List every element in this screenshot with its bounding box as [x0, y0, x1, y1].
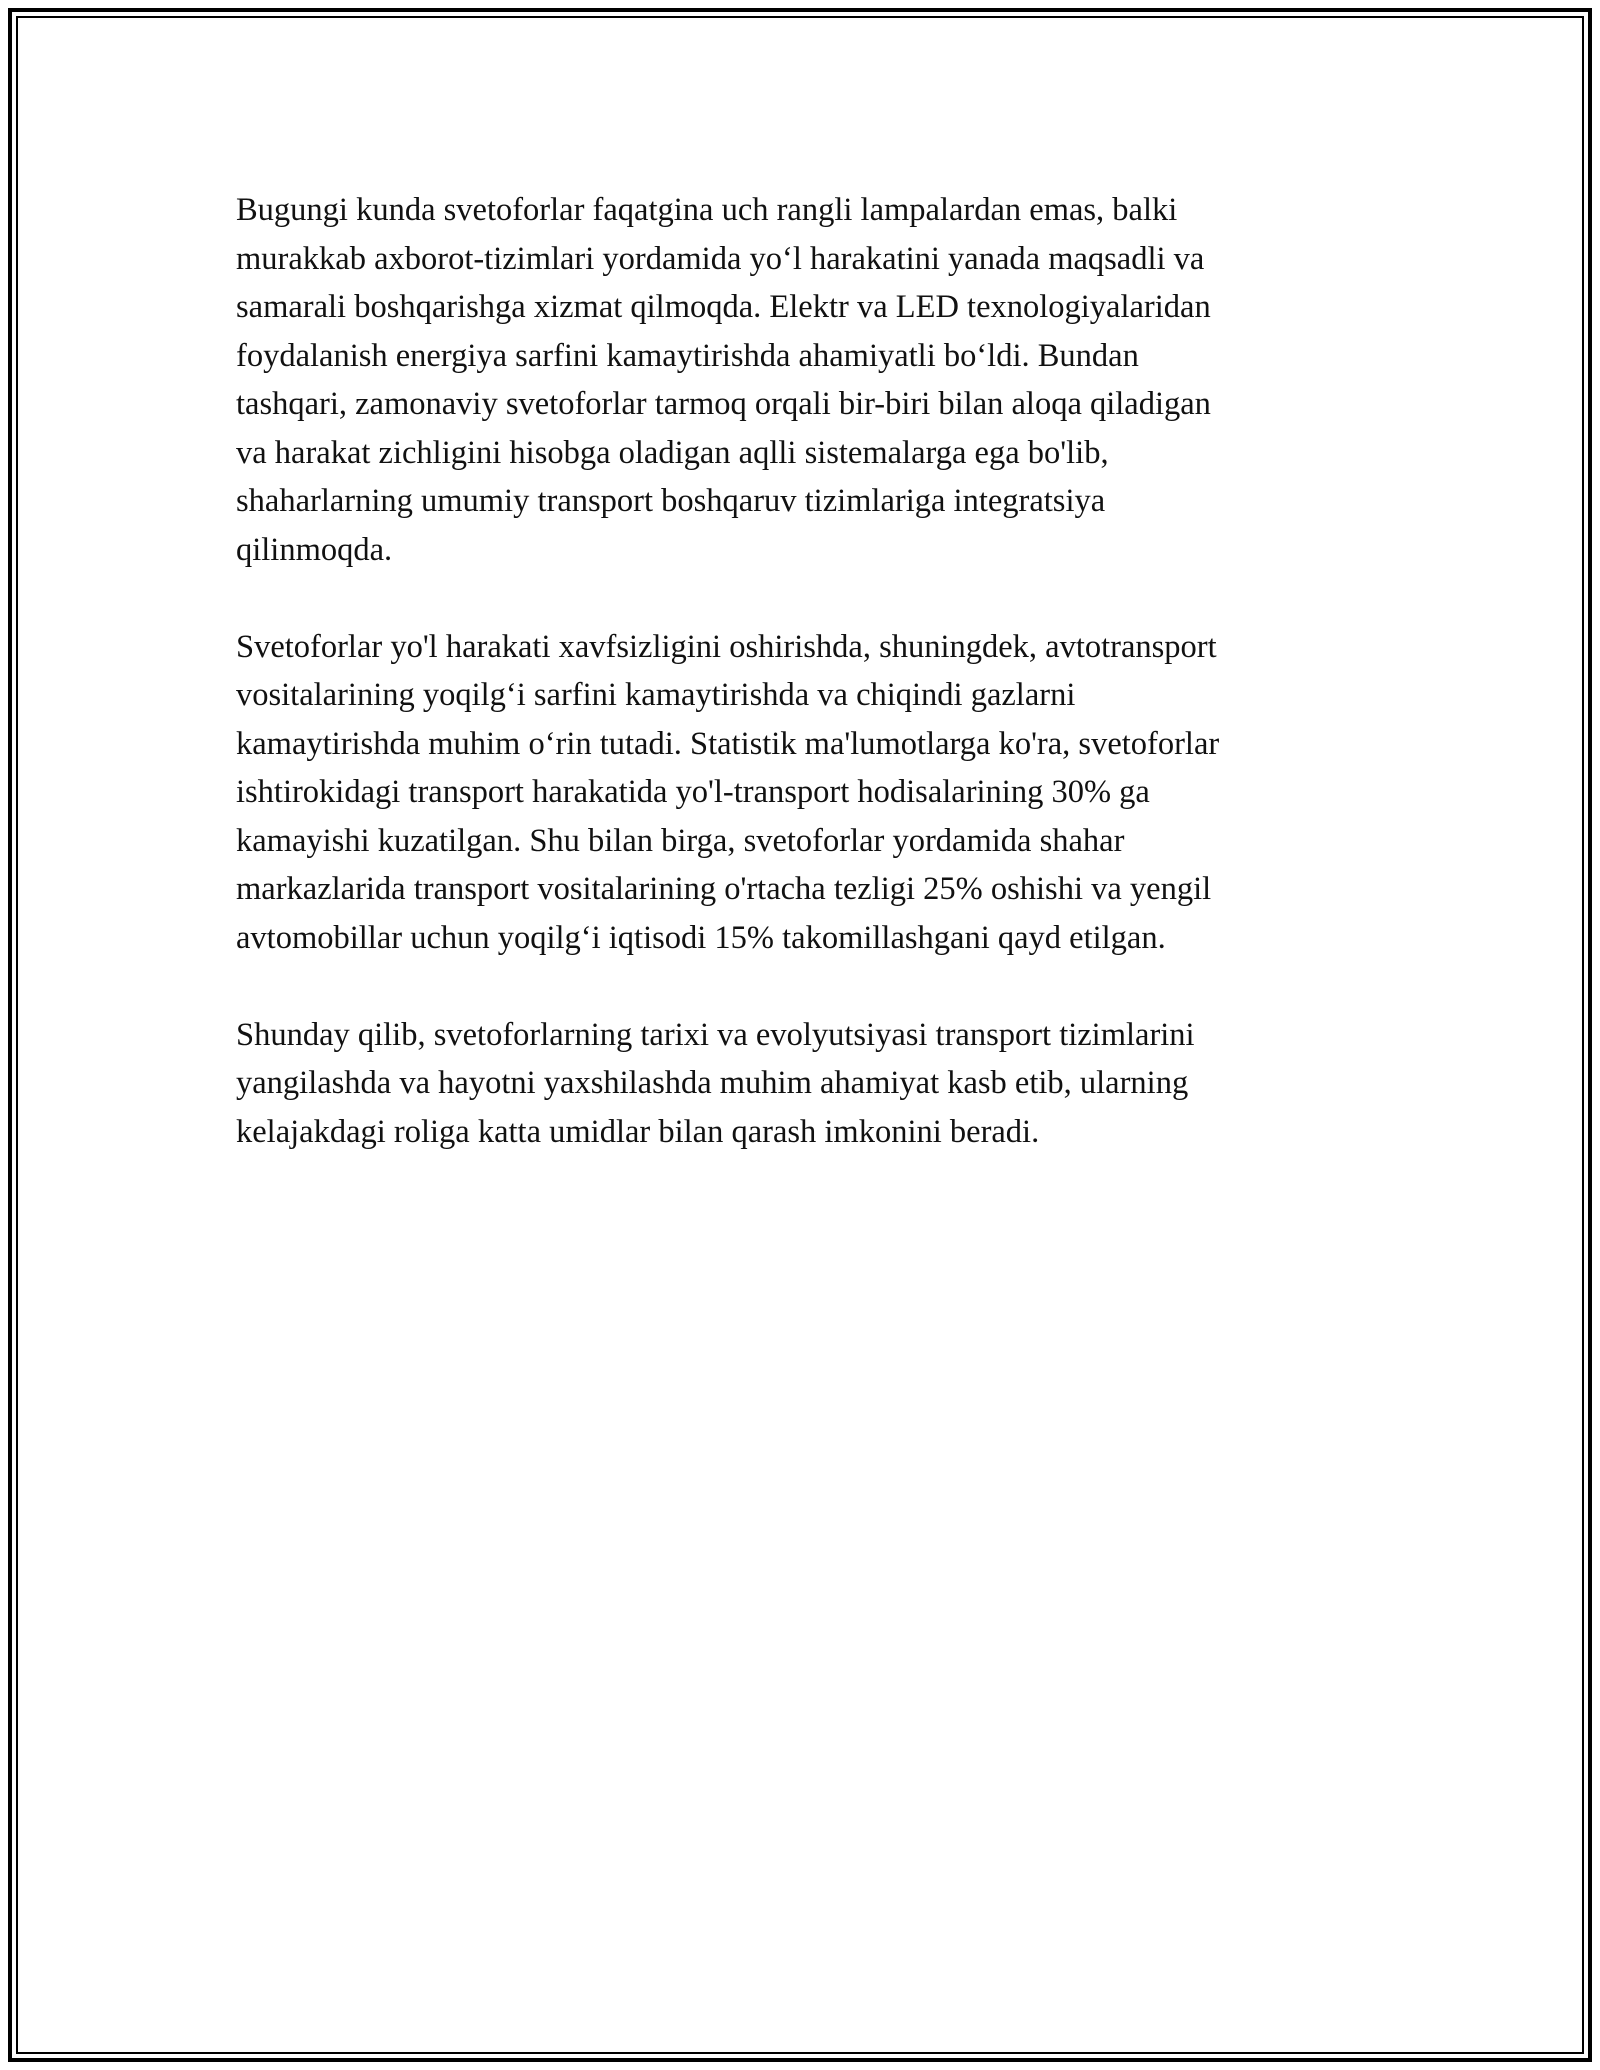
- text-line: tashqari, zamonaviy svetoforlar tarmoq orqali bir-biri bilan aloqa qiladigan: [236, 386, 1211, 422]
- text-line: kamaytirishda muhim o‘rin tutadi. Statistik ma'lumotlarga ko'ra, svetoforlar: [236, 725, 1220, 762]
- document-body: [236, 186, 1360, 1205]
- text-line: avtomobillar uchun yoqilg‘i iqtisodi 15% takomillashgani qayd etilgan.: [236, 919, 1166, 956]
- text-line: shaharlarning umumiy transport boshqaruv tizimlariga integratsiya: [236, 483, 1106, 519]
- text-line: Svetoforlar yo'l harakati xavfsizligini oshirishda, shuningdek, avtotransport: [236, 628, 1217, 665]
- text-line: kamayishi kuzatilgan. Shu bilan birga, svetoforlar yordamida shahar: [236, 822, 1125, 859]
- paragraph-2: [236, 623, 1360, 963]
- text-line: ishtirokidagi transport harakatida yo'l-transport hodisalarining 30% ga: [236, 774, 1150, 810]
- paragraph-1: [236, 186, 1360, 574]
- text-line: markazlarida transport vositalarining o'rtacha tezligi 25% oshishi va yengil: [236, 871, 1212, 907]
- text-line: qilinmoqda.: [236, 531, 393, 568]
- text-line: murakkab axborot-tizimlari yordamida yo‘l harakatini yanada maqsadli va: [236, 240, 1205, 277]
- text-line: yangilashda va hayotni yaxshilashda muhim ahamiyat kasb etib, ularning: [236, 1065, 1189, 1101]
- text-line: samarali boshqarishga xizmat qilmoqda. Elektr va LED texnologiyalaridan: [236, 289, 1211, 325]
- text-line: Shunday qilib, svetoforlarning tarixi va evolyutsiyasi transport tizimlarini: [236, 1016, 1195, 1053]
- paragraph-3: [236, 1011, 1360, 1157]
- text-line: Bugungi kunda svetoforlar faqatgina uch rangli lampalardan emas, balki: [236, 192, 1178, 228]
- text-line: foydalanish energiya sarfini kamaytirishda ahamiyatli bo‘ldi. Bundan: [236, 337, 1139, 374]
- text-line: vositalarining yoqilg‘i sarfini kamaytirishda va chiqindi gazlarni: [236, 677, 1076, 713]
- text-line: va harakat zichligini hisobga oladigan aqlli sistemalarga ega bo'lib,: [236, 434, 1109, 471]
- text-line: kelajakdagi roliga katta umidlar bilan qarash imkonini beradi.: [236, 1113, 1040, 1150]
